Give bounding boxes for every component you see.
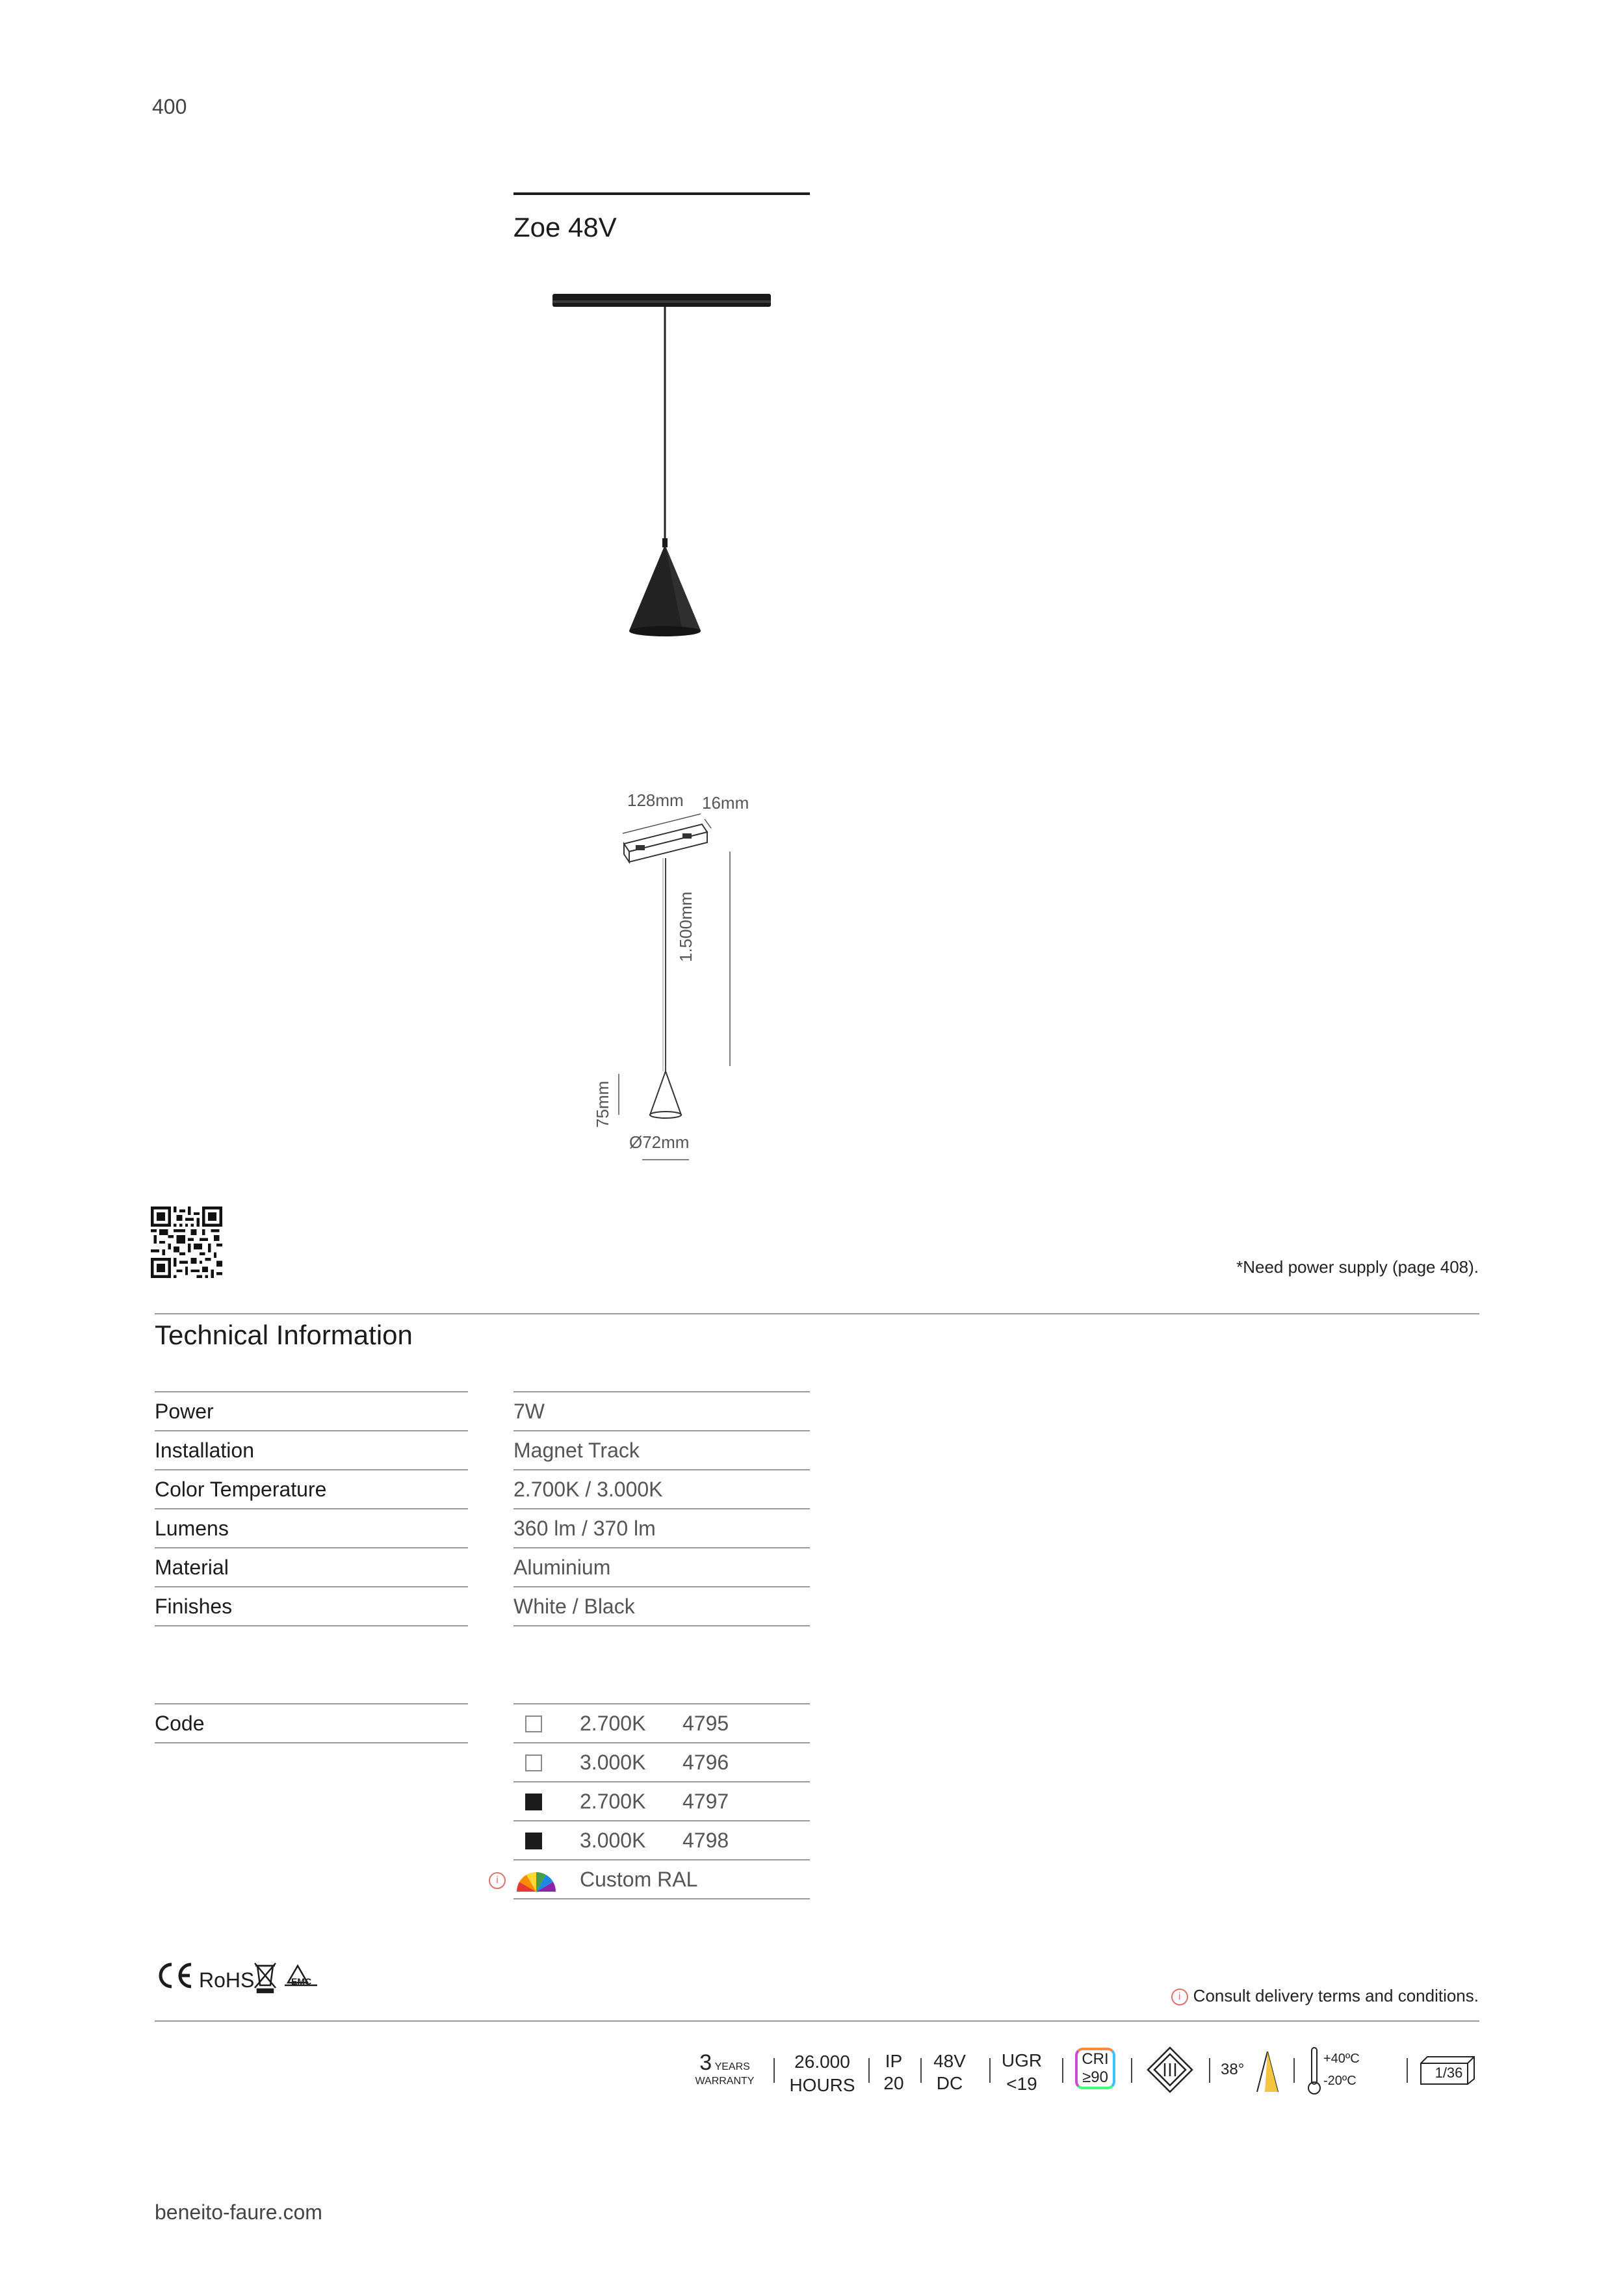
dim-width: 16mm bbox=[702, 793, 749, 813]
spec-label-finishes: Finishes bbox=[155, 1587, 468, 1626]
custom-ral-label: Custom RAL bbox=[580, 1868, 698, 1891]
voltage-value: 48V bbox=[933, 2051, 966, 2071]
info-icon[interactable]: i bbox=[489, 1872, 506, 1889]
code-number: 4796 bbox=[682, 1751, 729, 1774]
power-supply-note: *Need power supply (page 408). bbox=[1236, 1257, 1479, 1277]
ugr-value: <19 bbox=[1006, 2074, 1037, 2094]
code-temperature: 2.700K bbox=[580, 1790, 646, 1813]
badge-separator bbox=[989, 2058, 991, 2083]
badge-separator bbox=[868, 2058, 870, 2083]
ugr-label: UGR bbox=[1001, 2050, 1043, 2070]
warranty-badge bbox=[689, 2050, 760, 2087]
code-number: 4798 bbox=[682, 1829, 729, 1852]
code-temperature: 2.700K bbox=[580, 1712, 646, 1735]
code-row bbox=[513, 1821, 810, 1860]
code-row bbox=[513, 1704, 810, 1743]
cri-label: CRI bbox=[1082, 2050, 1109, 2068]
spec-label-power: Power bbox=[155, 1392, 468, 1431]
dim-diameter: Ø72mm bbox=[629, 1132, 690, 1152]
code-label: Code bbox=[155, 1704, 468, 1743]
white-finish-swatch bbox=[525, 1715, 542, 1732]
code-number: 4795 bbox=[682, 1712, 729, 1735]
badge-separator bbox=[773, 2058, 775, 2083]
cri-value: ≥90 bbox=[1082, 2068, 1108, 2086]
rohs-label: RoHS bbox=[199, 1968, 255, 1992]
temp-max: +40ºC bbox=[1323, 2052, 1360, 2066]
code-number: 4797 bbox=[682, 1790, 729, 1813]
white-finish-swatch bbox=[525, 1755, 542, 1771]
badge-separator bbox=[1062, 2058, 1063, 2083]
spec-value-installation: Magnet Track bbox=[513, 1431, 810, 1470]
spec-label-color-temperature: Color Temperature bbox=[155, 1470, 468, 1509]
badge-separator bbox=[1209, 2058, 1210, 2083]
code-temperature: 3.000K bbox=[580, 1829, 646, 1852]
ip-badge bbox=[877, 2050, 910, 2094]
technical-info-title: Technical Information bbox=[155, 1320, 413, 1350]
weee-bin-icon bbox=[255, 1963, 276, 1992]
cri-badge bbox=[1075, 2048, 1115, 2089]
code-row bbox=[513, 1782, 810, 1821]
custom-ral-row bbox=[513, 1860, 810, 1899]
page-number: 400 bbox=[152, 95, 187, 118]
spec-value-lumens: 360 lm / 370 lm bbox=[513, 1509, 810, 1548]
temperature-range bbox=[1323, 2048, 1360, 2092]
product-photo bbox=[546, 286, 780, 644]
code-temperature: 3.000K bbox=[580, 1751, 646, 1774]
ip-label: IP bbox=[885, 2051, 903, 2071]
voltage-badge bbox=[929, 2050, 970, 2094]
current-type: DC bbox=[936, 2073, 963, 2093]
beam-angle-value: 38° bbox=[1221, 2061, 1245, 2078]
badge-separator bbox=[1131, 2058, 1132, 2083]
ip-value: 20 bbox=[883, 2073, 904, 2093]
consult-note bbox=[1171, 1986, 1479, 2006]
info-icon[interactable]: i bbox=[1171, 1989, 1188, 2005]
title-rule bbox=[513, 192, 810, 195]
spec-label-installation: Installation bbox=[155, 1431, 468, 1470]
black-finish-swatch bbox=[525, 1833, 542, 1849]
emc-label: EMC bbox=[291, 1976, 312, 1987]
spec-label-material: Material bbox=[155, 1548, 468, 1587]
warranty-number: 3 bbox=[699, 2050, 712, 2075]
spec-value-finishes: White / Black bbox=[513, 1587, 810, 1626]
class-iii-icon bbox=[1147, 2046, 1193, 2093]
code-row bbox=[513, 1743, 810, 1782]
thermometer-icon bbox=[1306, 2046, 1322, 2096]
beam-angle-icon bbox=[1253, 2049, 1282, 2094]
footer-divider bbox=[155, 2020, 1479, 2022]
dim-length: 128mm bbox=[627, 790, 684, 810]
badge-separator bbox=[1293, 2058, 1295, 2083]
black-finish-swatch bbox=[525, 1794, 542, 1810]
spec-label-lumens: Lumens bbox=[155, 1509, 468, 1548]
badge-separator bbox=[920, 2058, 922, 2083]
warranty-years: YEARS bbox=[714, 2061, 750, 2072]
spec-value-material: Aluminium bbox=[513, 1548, 810, 1587]
ce-mark-icon bbox=[161, 1964, 191, 1987]
hours-badge bbox=[786, 2050, 858, 2097]
pack-quantity: 1/36 bbox=[1435, 2065, 1463, 2081]
consult-text: Consult delivery terms and conditions. bbox=[1193, 1986, 1479, 2005]
section-divider bbox=[155, 1313, 1479, 1314]
product-title: Zoe 48V bbox=[513, 212, 617, 242]
warranty-label: WARRANTY bbox=[695, 2076, 755, 2087]
hours-number: 26.000 bbox=[794, 2052, 850, 2072]
spec-value-power: 7W bbox=[513, 1392, 810, 1431]
spec-badges bbox=[689, 2041, 1482, 2113]
ugr-badge bbox=[997, 2049, 1046, 2096]
badge-separator bbox=[1407, 2058, 1408, 2083]
qr-code[interactable] bbox=[151, 1207, 222, 1278]
footer-website[interactable]: beneito-faure.com bbox=[155, 2200, 322, 2224]
temp-min: -20ºC bbox=[1323, 2074, 1357, 2088]
hours-label: HOURS bbox=[789, 2075, 855, 2095]
dim-cable: 1.500mm bbox=[676, 891, 695, 962]
spec-value-color-temperature: 2.700K / 3.000K bbox=[513, 1470, 810, 1509]
ral-color-fan-icon bbox=[513, 1867, 559, 1893]
dim-height: 75mm bbox=[593, 1080, 612, 1128]
